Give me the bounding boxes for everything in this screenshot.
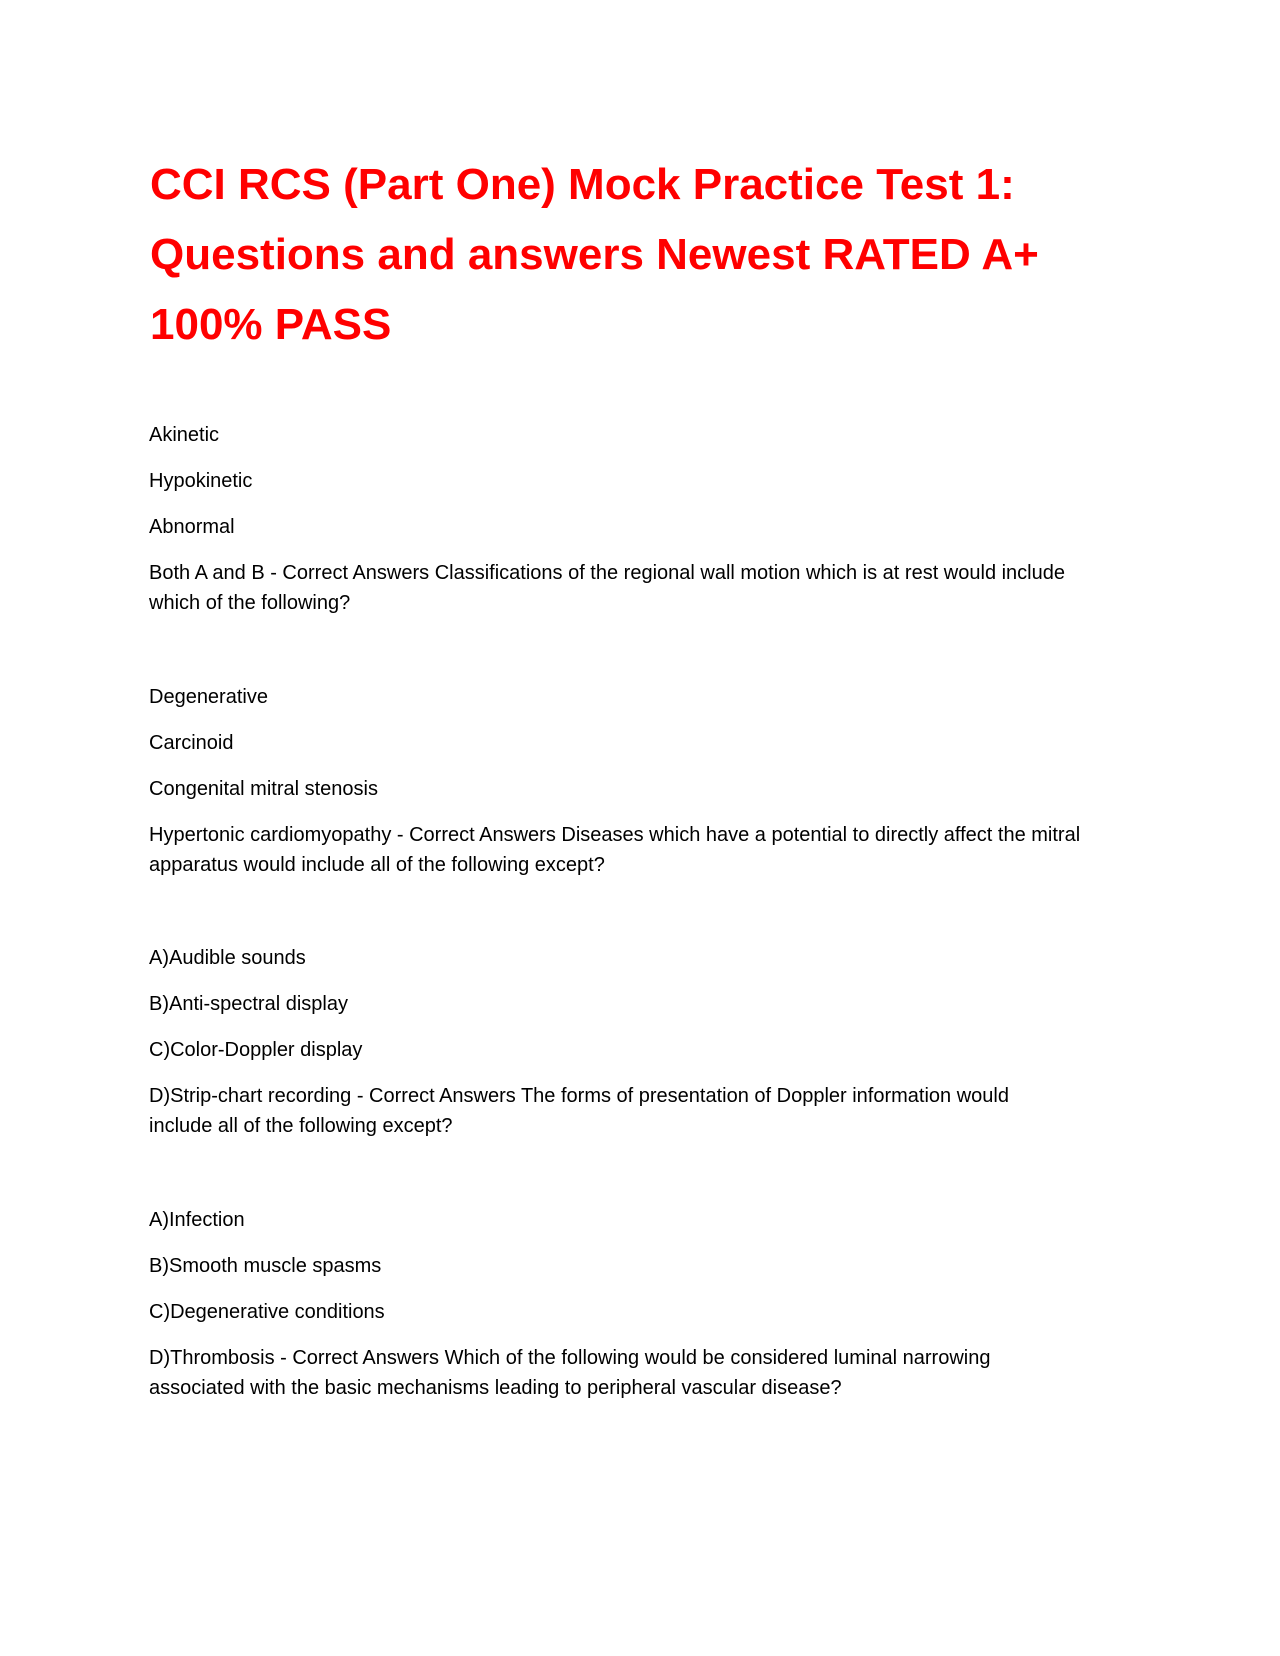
question-continuation: which of the following?	[149, 592, 351, 614]
answer-option: Congenital mitral stenosis	[149, 778, 378, 800]
question-continuation: include all of the following except?	[149, 1115, 453, 1137]
answer-option: A)Infection	[149, 1209, 245, 1231]
title-line-1: CCI RCS (Part One) Mock Practice Test 1:	[150, 160, 1015, 209]
answer-option: B)Anti-spectral display	[149, 993, 348, 1015]
answer-option: Abnormal	[149, 516, 235, 538]
question-continuation: apparatus would include all of the following except?	[149, 854, 605, 876]
answer-and-question: D)Strip-chart recording - Correct Answers The forms of presentation of Doppler information would	[149, 1085, 1009, 1107]
answer-and-question: Hypertonic cardiomyopathy - Correct Answers Diseases which have a potential to directly affect the mitral	[149, 824, 1081, 846]
document-title	[150, 150, 1150, 360]
answer-and-question: Both A and B - Correct Answers Classifications of the regional wall motion which is at rest would include	[149, 562, 1065, 584]
answer-and-question: D)Thrombosis - Correct Answers Which of the following would be considered luminal narrowing	[149, 1347, 991, 1369]
answer-option: Carcinoid	[149, 732, 234, 754]
answer-option: B)Smooth muscle spasms	[149, 1255, 382, 1277]
answer-option: A)Audible sounds	[149, 947, 306, 969]
title-line-2: Questions and answers Newest RATED A+	[150, 230, 1039, 279]
answer-option: C)Color-Doppler display	[149, 1039, 363, 1061]
title-line-3: 100% PASS	[150, 300, 392, 349]
answer-option: C)Degenerative conditions	[149, 1301, 385, 1323]
answer-option: Hypokinetic	[149, 470, 253, 492]
answer-option: Degenerative	[149, 686, 268, 708]
question-continuation: associated with the basic mechanisms leading to peripheral vascular disease?	[149, 1377, 842, 1399]
answer-option: Akinetic	[149, 424, 220, 446]
